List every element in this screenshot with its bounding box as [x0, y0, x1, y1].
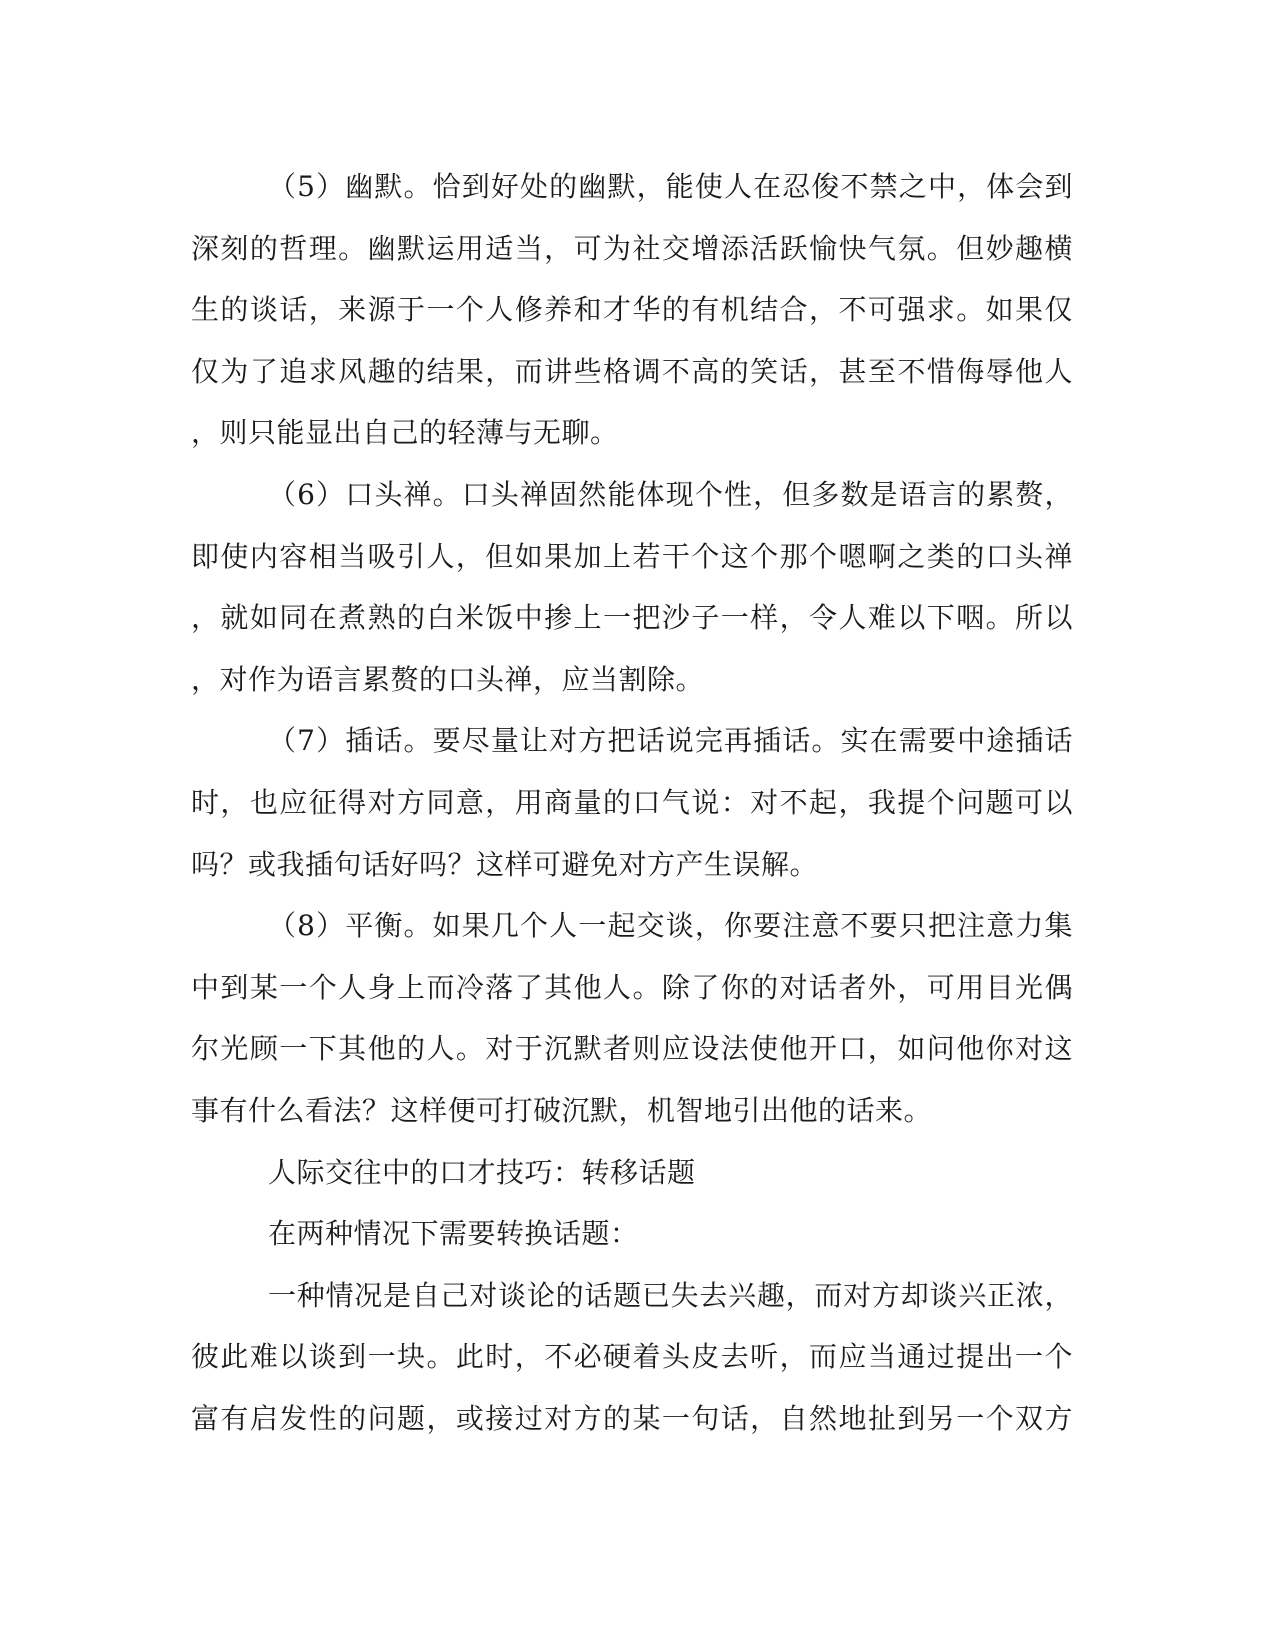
paragraph-line: （5）幽默。恰到好处的幽默，能使人在忍俊不禁之中，体会到	[268, 170, 1073, 203]
paragraph-balance	[191, 895, 1073, 1141]
paragraph-line: ，对作为语言累赘的口头禅，应当割除。	[191, 662, 705, 696]
paragraph-catchphrase	[191, 464, 1073, 710]
paragraph-line: 深刻的哲理。幽默运用适当，可为社交增添活跃愉快气氛。但妙趣横	[191, 231, 1073, 265]
paragraph-interrupting	[191, 710, 1073, 895]
paragraph-topic-change	[191, 1265, 1073, 1450]
paragraph-line: ，就如同在煮熟的白米饭中掺上一把沙子一样，令人难以下咽。所以	[191, 601, 1073, 635]
paragraph-line: 事有什么看法？这样便可打破沉默，机智地引出他的话来。	[191, 1093, 933, 1127]
paragraph-humor	[191, 156, 1073, 464]
paragraph-line: 仅为了追求风趣的结果，而讲些格调不高的笑话，甚至不惜侮辱他人	[191, 354, 1073, 388]
section-subheading	[191, 1203, 1073, 1265]
paragraph-line: 富有启发性的问题，或接过对方的某一句话，自然地扯到另一个双方	[191, 1401, 1073, 1435]
paragraph-line: （6）口头禅。口头禅固然能体现个性，但多数是语言的累赘，	[268, 477, 1073, 511]
section-heading	[191, 1142, 1073, 1204]
document-body	[191, 156, 1073, 1449]
paragraph-line: 尔光顾一下其他的人。对于沉默者则应设法使他开口，如问他你对这	[191, 1032, 1073, 1066]
paragraph-line: 一种情况是自己对谈论的话题已失去兴趣，而对方却谈兴正浓，	[268, 1278, 1073, 1312]
paragraph-line: （8）平衡。如果几个人一起交谈，你要注意不要只把注意力集	[268, 909, 1073, 943]
paragraph-line: 生的谈话，来源于一个人修养和才华的有机结合，不可强求。如果仅	[191, 293, 1073, 327]
paragraph-line: 吗？或我插句话好吗？这样可避免对方产生误解。	[191, 847, 819, 881]
paragraph-line: 彼此难以谈到一块。此时，不必硬着头皮去听，而应当通过提出一个	[191, 1340, 1073, 1374]
paragraph-line: （7）插话。要尽量让对方把话说完再插话。实在需要中途插话	[268, 724, 1073, 758]
paragraph-line: 中到某一个人身上而冷落了其他人。除了你的对话者外，可用目光偶	[191, 970, 1073, 1004]
section-title: 人际交往中的口才技巧：转移话题	[268, 1155, 696, 1189]
paragraph-line: 即使内容相当吸引人，但如果加上若干个这个那个嗯啊之类的口头禅	[191, 539, 1073, 573]
section-intro: 在两种情况下需要转换话题：	[268, 1217, 639, 1251]
paragraph-line: 时，也应征得对方同意，用商量的口气说：对不起，我提个问题可以	[191, 785, 1073, 819]
paragraph-line: ，则只能显出自己的轻薄与无聊。	[191, 416, 619, 450]
